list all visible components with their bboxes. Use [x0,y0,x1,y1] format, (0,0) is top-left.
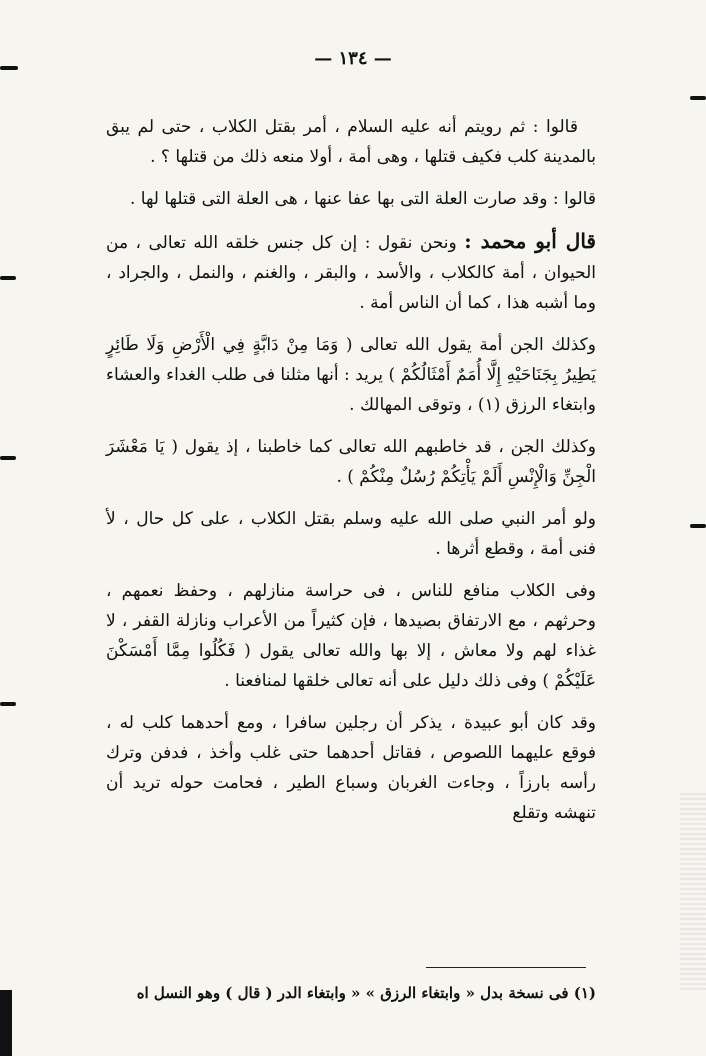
page-number: — ١٣٤ — [314,48,392,69]
footnote: (١) فى نسخة بدل « وابتغاء الرزق » « وابتغاء الدر ( قال ) وهو النسل اه [136,984,596,1002]
body-text [106,112,596,840]
paragraph: وكذلك الجن ، قد خاطبهم الله تعالى كما خاطبنا ، إذ يقول ( يَا مَعْشَرَ الْجِنِّ وَالْإِنْسِ أَلَمْ يَأْتِكُمْ رُسُلٌ مِنْكُمْ ) . [106,437,596,487]
scan-speckle [680,790,706,990]
scan-edge-mark [0,456,16,460]
scan-edge-mark [690,524,706,528]
paragraph [106,226,596,318]
paragraph: ولو أمر النبي صلى الله عليه وسلم بقتل الكلاب ، على كل حال ، لأ فنى أمة ، وقطع أثرها . [106,509,596,559]
paragraph: قالوا : وقد صارت العلة التى بها عفا عنها ، هى العلة التى قتلها لها . [129,189,596,209]
paragraph: قالوا : ثم رويتم أنه عليه السلام ، أمر بقتل الكلاب ، حتى لم يبق بالمدينة كلب فكيف قتلها ، وهى أمة ، أولا منعه ذلك من قتلها ؟ . [106,117,596,167]
scan-edge-mark [0,66,18,70]
scan-edge-mark [690,96,706,100]
paragraph-text: ونحن نقول : إن كل جنس خلقه الله تعالى ، من الحيوان ، أمة كالكلاب ، والأسد ، والبقر ، والغنم ، والنمل ، والجراد ، وما أشبه هذا ، كما أن الناس أمة . [106,233,596,313]
scan-edge-mark [0,276,16,280]
footnote-divider [426,967,586,968]
paragraph: وقد كان أبو عبيدة ، يذكر أن رجلين سافرا ، ومع أحدهما كلب له ، فوقع عليهما اللصوص ، فقاتل أحدهما حتى غلب وأخذ ، فدفن وترك رأسه بارزاً ، وجاءت الغربان وسباع الطير ، فحامت حوله تريد أن تنهشه وتقلع [106,713,596,823]
paragraph: وفى الكلاب منافع للناس ، فى حراسة منازلهم ، وحفظ نعمهم ، وحرثهم ، مع الارتفاق بصيدها ، فإن كثيراً من الأعراب ونازلة القفر ، لا غذاء لهم ولا معاش ، إلا بها والله تعالى يقول ( فَكُلُوا مِمَّا أَمْسَكْنَ عَلَيْكُمْ ) وفى ذلك دليل على أنه تعالى خلقها لمنافعنا . [106,581,596,691]
speaker-label: قال أبو محمد : [464,229,596,253]
scan-edge-shadow [0,990,12,1056]
scan-edge-mark [0,702,16,706]
paragraph: وكذلك الجن أمة يقول الله تعالى ( وَمَا مِنْ دَابَّةٍ فِي الْأَرْضِ وَلَا طَائِرٍ يَطِيرُ بِجَنَاحَيْهِ إِلَّا أُمَمٌ أَمْثَالُكُمْ ) يريد : أنها مثلنا فى طلب الغداء والعشاء وابتغاء الرزق (١) ، وتوقى المهالك . [106,335,596,415]
